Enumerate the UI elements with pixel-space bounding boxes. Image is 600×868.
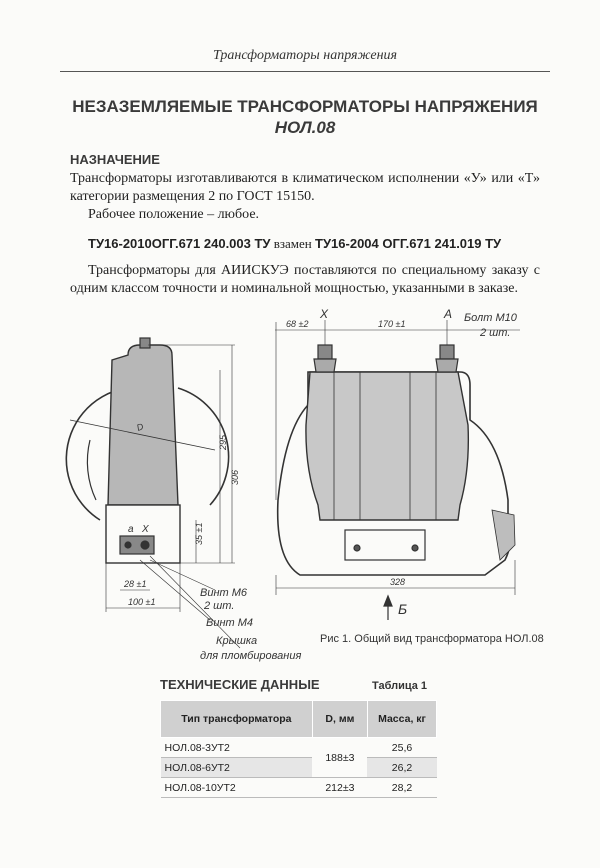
tech-data-heading: ТЕХНИЧЕСКИЕ ДАННЫЕ <box>160 677 320 692</box>
tu-code-new: ТУ16-2010ОГГ.671 240.003 ТУ <box>88 236 271 251</box>
dim-306: 306 <box>230 469 240 485</box>
table-row <box>161 778 437 798</box>
bolt-qty: 2 шт. <box>480 327 511 339</box>
dim-35: 35 ±1 <box>194 522 204 545</box>
dim-d: D <box>135 421 145 433</box>
cell-type: НОЛ.08-3УТ2 <box>161 738 313 758</box>
screw-m4-label: Винт М4 <box>206 617 254 629</box>
label-a: a <box>128 524 134 535</box>
terminal-x: X <box>320 307 329 321</box>
terminal-a: A <box>444 307 453 321</box>
cell-d: 188±3 <box>312 738 367 778</box>
label-x: X <box>142 524 149 535</box>
cover-label-2: для пломбирования <box>200 650 302 662</box>
dim-295: 295 <box>218 434 228 450</box>
tu-instead: взамен <box>273 236 312 251</box>
paragraph-order: Трансформаторы для АИИСКУЭ поставляются по специальному заказу с одним классом точности и номинальной мощностью, указанными в заказе. <box>70 263 540 296</box>
title-line-2: НОЛ.08 <box>274 118 336 137</box>
table-row <box>161 738 437 758</box>
spec-table <box>160 700 437 798</box>
cell-mass: 25,6 <box>367 738 436 758</box>
dim-28: 28 ±1 <box>124 579 147 589</box>
col-mass-header: Масса, кг <box>367 701 436 738</box>
running-head: Трансформаторы напряжения <box>212 48 398 63</box>
screw-m6-label: Винт М6 <box>200 587 248 599</box>
cell-type: НОЛ.08-6УТ2 <box>161 758 313 778</box>
table-label: Таблица 1 <box>372 680 428 692</box>
paragraph-position: Рабочее положение – любое. <box>88 207 260 222</box>
paragraph-purpose: Трансформаторы изготавливаются в климатическом исполнении «У» или «Т» категории размещения 2 по ГОСТ 15150. <box>70 171 540 204</box>
cell-type: НОЛ.08-10УТ2 <box>161 778 313 798</box>
dim-68: 68 ±2 <box>286 319 309 329</box>
dim-328: 328 <box>390 577 406 587</box>
dim-170: 170 ±1 <box>378 319 406 329</box>
front-view <box>275 320 520 620</box>
cover-label-1: Крышка <box>216 635 258 647</box>
tu-code-old: ТУ16-2004 ОГГ.671 241.019 ТУ <box>315 236 502 251</box>
cell-mass: 28,2 <box>367 778 436 798</box>
bolt-label: Болт М10 <box>464 312 517 324</box>
section-heading: НАЗНАЧЕНИЕ <box>70 152 160 167</box>
col-d-header: D, мм <box>312 701 367 738</box>
col-type-header: Тип трансформатора <box>161 701 313 738</box>
figure-caption: Рис 1. Общий вид трансформатора НОЛ.08 <box>320 633 544 645</box>
table-row <box>161 758 437 778</box>
screw-m6-qty: 2 шт. <box>204 600 235 612</box>
dim-100: 100 ±1 <box>128 597 156 607</box>
table-header-row <box>161 701 437 738</box>
title-line-1: НЕЗАЗЕМЛЯЕМЫЕ ТРАНСФОРМАТОРЫ НАПРЯЖЕНИЯ <box>72 97 538 116</box>
cell-d: 212±3 <box>312 778 367 798</box>
cell-mass: 26,2 <box>367 758 436 778</box>
view-b-label: Б <box>398 601 408 617</box>
